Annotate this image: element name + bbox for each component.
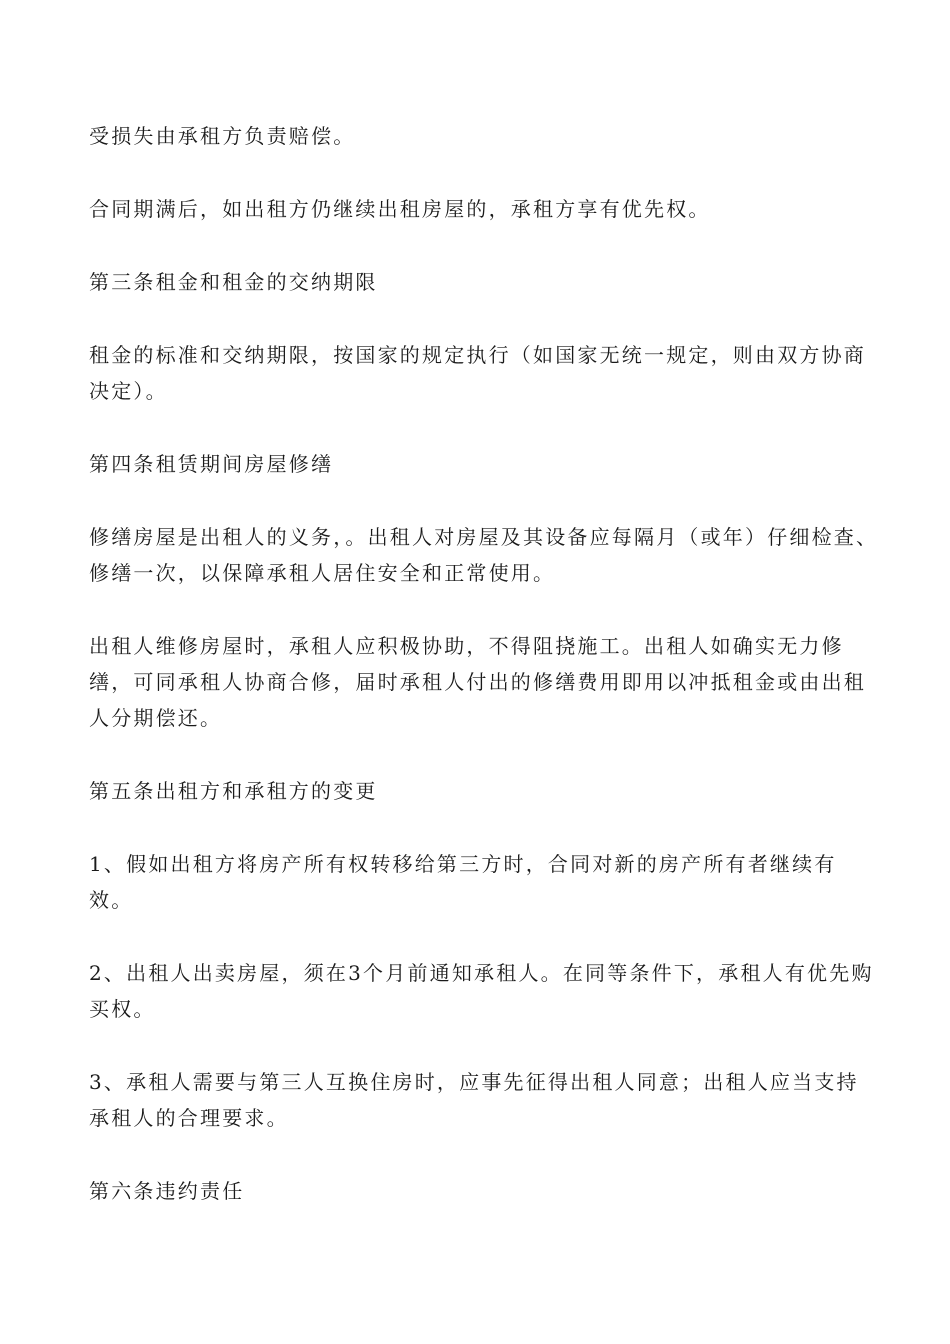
paragraph-ownership-transfer: 1、假如出租方将房产所有权转移给第三方时，合同对新的房产所有者继续有效。 [89, 852, 837, 912]
article-6-heading: 第六条违约责任 [89, 1179, 245, 1203]
paragraph-priority-right: 合同期满后，如出租方仍继续出租房屋的，承租方享有优先权。 [89, 197, 711, 221]
paragraph-repair-cooperation: 出租人维修房屋时，承租人应积极协助，不得阻挠施工。出租人如确实无力修缮，可同承租人协商合修，届时承租人付出的修缮费用即用以冲抵租金或由出租人分期偿还。 [89, 634, 866, 730]
article-5-heading: 第五条出租方和承租方的变更 [89, 779, 378, 803]
paragraph-housing-exchange: 3、承租人需要与第三人互换住房时，应事先征得出租人同意；出租人应当支持承租人的合理要求。 [89, 1070, 859, 1130]
article-3-heading: 第三条租金和租金的交纳期限 [89, 270, 378, 294]
paragraph-sale-notice: 2、出租人出卖房屋，须在3个月前通知承租人。在同等条件下，承租人有优先购买权。 [89, 961, 874, 1021]
paragraph-repair-duty: 修缮房屋是出租人的义务，。出租人对房屋及其设备应每隔月（或年）仔细检查、修缮一次，以保障承租人居住安全和正常使用。 [89, 525, 879, 585]
article-4-heading: 第四条租赁期间房屋修缮 [89, 452, 334, 476]
paragraph-damage-compensation: 受损失由承租方负责赔偿。 [89, 124, 356, 148]
document-body [89, 118, 879, 1246]
paragraph-rent-standard: 租金的标准和交纳期限，按国家的规定执行（如国家无统一规定，则由双方协商决定）。 [89, 343, 866, 403]
